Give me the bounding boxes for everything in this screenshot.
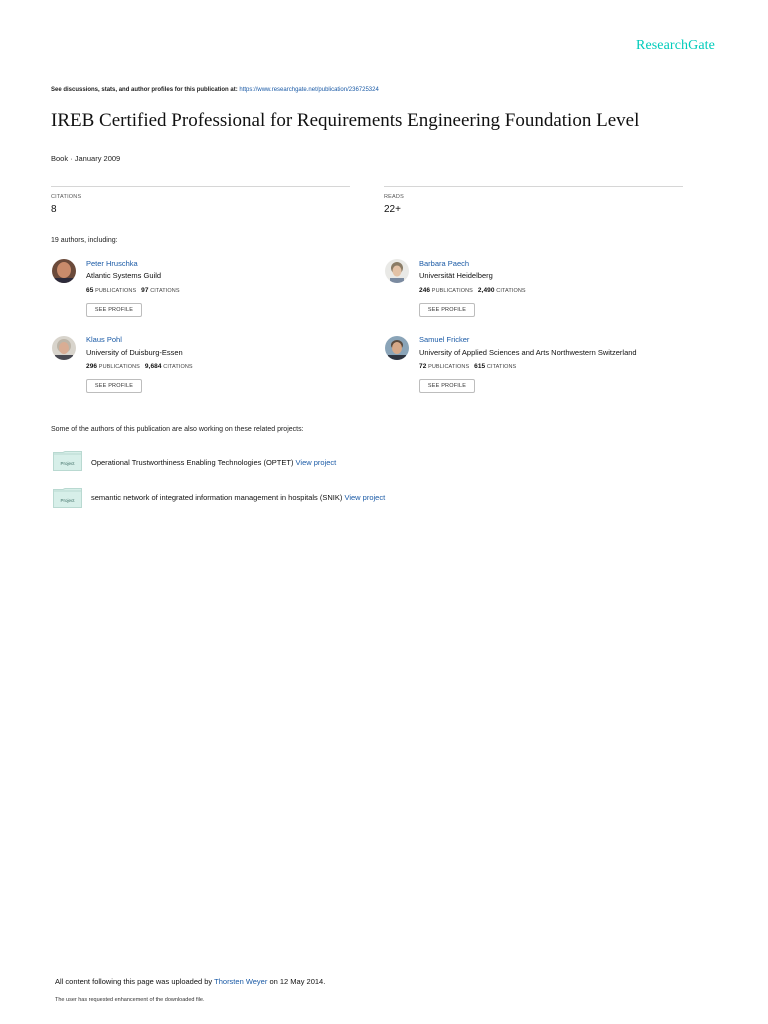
avatar[interactable] xyxy=(52,336,76,360)
uploader-link[interactable]: Thorsten Weyer xyxy=(214,977,268,986)
avatar[interactable] xyxy=(52,259,76,283)
project-folder-icon[interactable] xyxy=(53,488,82,508)
authors-heading: 19 authors, including: xyxy=(51,237,118,244)
publications-label: PUBLICATIONS xyxy=(98,364,140,370)
citations-label: CITATIONS xyxy=(163,364,193,370)
view-project-link[interactable]: View project xyxy=(344,493,386,502)
upload-suffix: on 12 May 2014. xyxy=(267,977,326,986)
publication-title: IREB Certified Professional for Requirements Engineering Foundation Level xyxy=(51,110,640,131)
project-icon-label: Project xyxy=(60,461,75,466)
related-projects-heading: Some of the authors of this publication are also working on these related projects: xyxy=(51,426,304,433)
publications-label: PUBLICATIONS xyxy=(431,288,473,294)
author-name-link[interactable]: Peter Hruschka xyxy=(86,259,138,268)
project-item xyxy=(91,458,336,467)
avatar[interactable] xyxy=(385,336,409,360)
author-name-link[interactable]: Klaus Pohl xyxy=(86,335,122,344)
publications-count: 296 xyxy=(86,363,98,370)
project-item xyxy=(91,493,385,502)
reads-label: READS xyxy=(384,194,404,200)
project-folder-icon[interactable] xyxy=(53,451,82,471)
publications-count: 246 xyxy=(419,287,431,294)
citations-count: 9,684 xyxy=(144,363,162,370)
author-stats xyxy=(419,363,516,370)
see-profile-button[interactable]: SEE PROFILE xyxy=(419,303,475,317)
author-name-link[interactable]: Samuel Fricker xyxy=(419,335,470,344)
citations-count: 97 xyxy=(141,287,149,294)
citations-label: CITATIONS xyxy=(150,288,180,294)
publications-count: 65 xyxy=(86,287,94,294)
author-institution: Universität Heidelberg xyxy=(419,271,493,280)
avatar[interactable] xyxy=(385,259,409,283)
citations-count: 2,490 xyxy=(477,287,495,294)
project-name: semantic network of integrated information management in hospitals (SNIK) xyxy=(91,493,345,502)
publication-link-line xyxy=(51,87,379,93)
author-stats xyxy=(86,287,180,294)
project-icon-label: Project xyxy=(60,498,75,503)
upload-prefix: All content following this page was uploaded by xyxy=(55,977,215,986)
author-photo-icon xyxy=(385,336,409,360)
citations-count: 615 xyxy=(474,363,486,370)
citations-label: CITATIONS xyxy=(496,288,526,294)
author-photo-icon xyxy=(52,336,76,360)
author-institution: University of Duisburg-Essen xyxy=(86,348,183,357)
author-institution: University of Applied Sciences and Arts Northwestern Switzerland xyxy=(419,348,637,357)
enhancement-note: The user has requested enhancement of the downloaded file. xyxy=(55,997,205,1003)
author-photo-icon xyxy=(385,259,409,283)
see-profile-button[interactable]: SEE PROFILE xyxy=(86,303,142,317)
citations-label: CITATIONS xyxy=(51,194,82,200)
citations-divider xyxy=(51,186,350,187)
see-profile-button[interactable]: SEE PROFILE xyxy=(419,379,475,393)
publications-label: PUBLICATIONS xyxy=(428,364,470,370)
view-project-link[interactable]: View project xyxy=(295,458,337,467)
see-profile-button[interactable]: SEE PROFILE xyxy=(86,379,142,393)
publications-count: 72 xyxy=(419,363,427,370)
publication-meta: Book · January 2009 xyxy=(51,154,121,163)
reads-divider xyxy=(384,186,683,187)
author-institution: Atlantic Systems Guild xyxy=(86,271,162,280)
publication-url-link[interactable]: https://www.researchgate.net/publication/236725324 xyxy=(239,87,379,93)
author-photo-icon xyxy=(52,259,76,283)
publications-label: PUBLICATIONS xyxy=(95,288,137,294)
author-name-link[interactable]: Barbara Paech xyxy=(419,259,470,268)
see-discussions-text: See discussions, stats, and author profiles for this publication at: xyxy=(51,87,240,93)
author-stats xyxy=(419,287,526,294)
project-name: Operational Trustworthiness Enabling Technologies (OPTET) xyxy=(91,458,296,467)
citations-value: 8 xyxy=(51,204,57,215)
upload-notice xyxy=(55,977,325,986)
author-stats xyxy=(86,363,193,370)
reads-value: 22+ xyxy=(384,204,401,215)
researchgate-logo[interactable]: ResearchGate xyxy=(636,38,715,53)
citations-label: CITATIONS xyxy=(486,364,517,370)
